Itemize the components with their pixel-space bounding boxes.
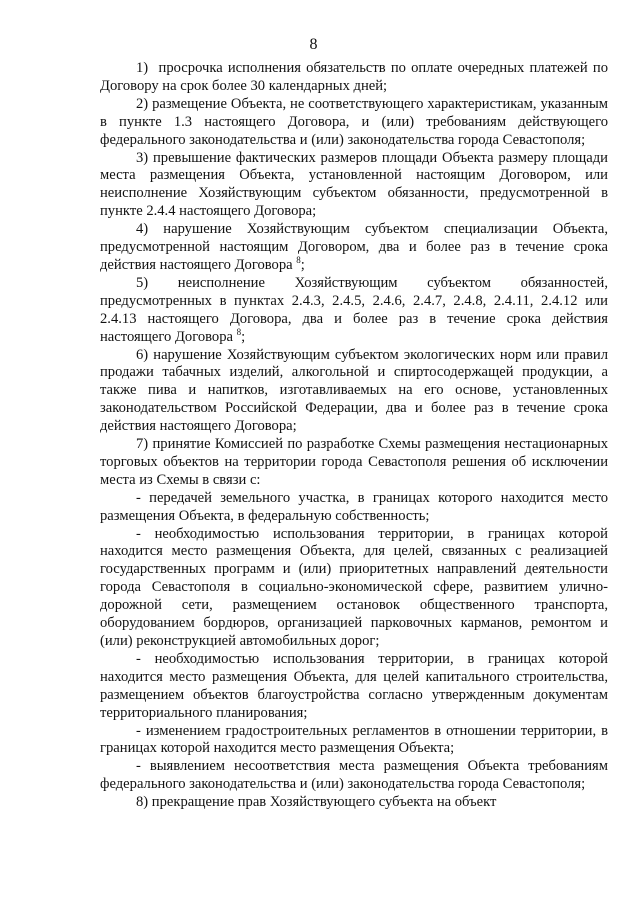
paragraph-3: 3) превышение фактических размеров площади Объекта размеру площади места размещения Объекта, установленной настоящим Договором, или неисполнение Хозяйствующим субъектом обязанности, предусмотренной в пункте 2.4.4 настоящего Договора; [100, 149, 608, 220]
paragraph-8: 8) прекращение прав Хозяйствующего субъекта на объект [136, 794, 497, 811]
list-item-5: - выявлением несоответствия места размещения Объекта требованиям федерального законодательства и (или) законодательства города Севастополя; [100, 758, 608, 793]
list-item-4: - изменением градостроительных регламентов в отношении территории, в границах которой находится место размещения Объекта; [100, 722, 608, 757]
list-item-3: - необходимостью использования территории, в границах которой находится место размещения Объекта, для целей капитального строительства, размещением объектов благоустройства согласно утвержденным документам территориального планирования; [100, 650, 608, 721]
paragraph-2: 2) размещение Объекта, не соответствующего характеристикам, указанным в пункте 1.3 настоящего Договора, и (или) требованиям действующего федерального законодательства и (или) законодательства города Севастополя; [100, 95, 608, 148]
page-number: 8 [309, 36, 318, 53]
footnote-ref: 8 [296, 255, 301, 266]
list-item-1: - передачей земельного участка, в границах которого находится место размещения Объекта, в федеральную собственность; [100, 489, 608, 524]
paragraph-7: 7) принятие Комиссией по разработке Схемы размещения нестационарных торговых объектов на территории города Севастополя решения об исключении места из Схемы в связи с: [100, 436, 608, 488]
paragraph-5: 5) неисполнение Хозяйствующим субъектом обязанностей, предусмотренных в пунктах 2.4.3, 2.4.5, 2.4.6, 2.4.7, 2.4.8, 2.4.11, 2.4.12 или 2.4.13 настоящего Договора, два и более раз в течение срока действия настоящего Договора $^8$; [100, 274, 608, 345]
paragraph-6: 6) нарушение Хозяйствующим субъектом экологических норм или правил продажи табачных изделий, алкогольной и спиртосодержащей продукции, а также пива и напитков, изготавливаемых на его основе, установленных законодательством Российской Федерации, два и более раз в течение срока действия настоящего Договора; [100, 346, 608, 435]
footnote-ref: 8 [236, 326, 242, 337]
paragraph-1: 1) просрочка исполнения обязательств по оплате очередных платежей по Договору на срок более 30 календарных дней; [100, 60, 608, 94]
paragraph-4: 4) нарушение Хозяйствующим субъектом специализации Объекта, предусмотренной настоящим Договором, два и более раз в течение срока действия настоящего Договора $^8$; [100, 221, 608, 273]
document-body [100, 60, 608, 812]
list-item-2: - необходимостью использования территории, в границах которой находится место размещения Объекта, для целей, связанных с реализацией государственных программ и (или) приоритетных направлений деятельности города Севастополя в социально-экономической сфере, развитием улично-дорожной сети, размещением остановок общественного транспорта, оборудованием бордюров, организацией парковочных карманов, ремонтом и (или) реконструкцией автомобильных дорог; [100, 525, 608, 649]
